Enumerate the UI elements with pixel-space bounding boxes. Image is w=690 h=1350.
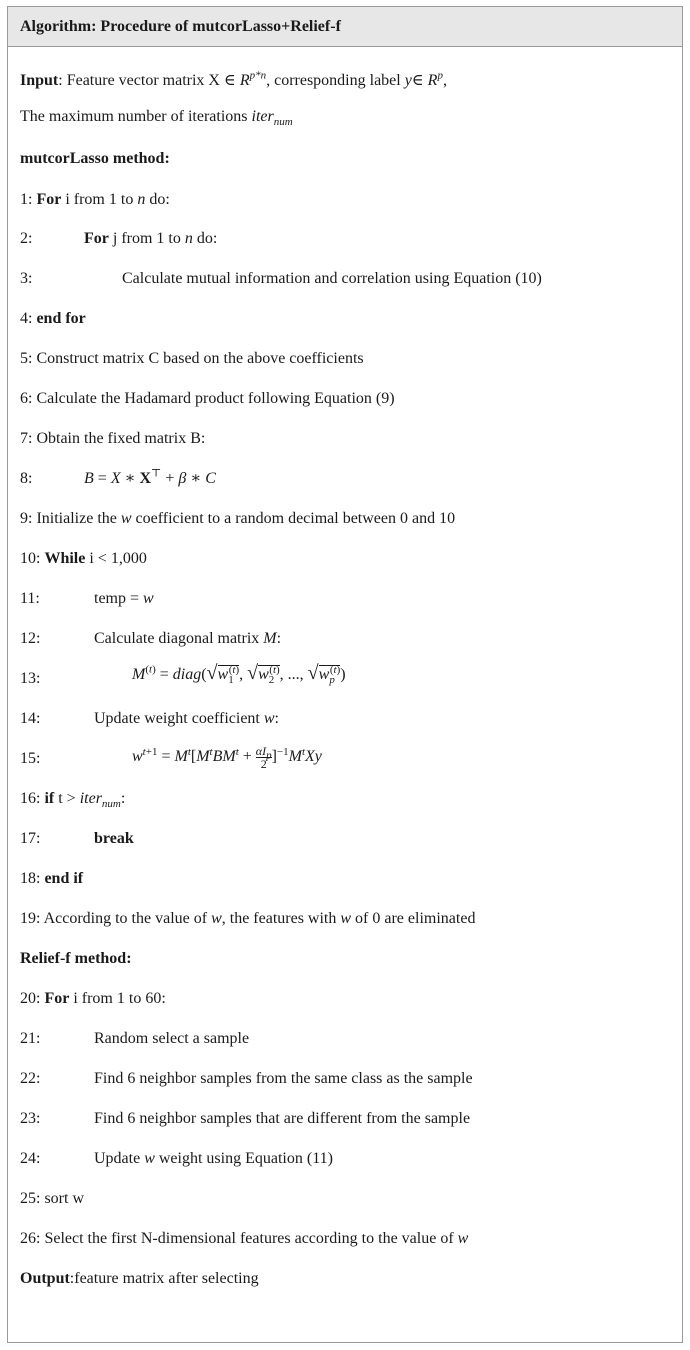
step-num: 12: [20, 630, 41, 647]
input-R: R [239, 72, 250, 89]
step-num: 26: [20, 1230, 41, 1247]
step-18 [20, 869, 676, 889]
step-text: Find 6 neighbor samples that are different from the sample [94, 1110, 471, 1127]
formula-13: $M^{(t)}$ = $diag(√w_1^{(t)}$, $√w_2^{(t)}$, ..., $√w_p^{(t)}$) [132, 662, 346, 687]
output-line [20, 1269, 676, 1289]
step-num: 13: [20, 670, 41, 687]
step-num: 3: [20, 270, 33, 287]
step-num: 19: [20, 910, 41, 927]
var-w: w [263, 710, 275, 727]
step-10 [20, 549, 676, 569]
step-24 [20, 1149, 676, 1169]
step-16 [20, 789, 676, 809]
step-text: , the features with [221, 910, 341, 927]
step-2 [20, 229, 676, 249]
step-6 [20, 389, 676, 409]
step-23 [20, 1109, 676, 1129]
section-mutcor-text: mutcorLasso method: [20, 150, 170, 167]
step-num: 18: [20, 870, 41, 887]
step-num: 9: [20, 510, 33, 527]
step-text: weight using Equation (11) [154, 1150, 333, 1167]
input-line [20, 71, 676, 91]
var-num: num [101, 798, 121, 811]
algorithm-header [8, 7, 682, 47]
var-M: M [263, 630, 277, 647]
section-relief-text: Relief-f method: [20, 950, 132, 967]
step-5 [20, 349, 676, 369]
algorithm-title: Algorithm: Procedure of mutcorLasso+Relief-f [20, 17, 341, 35]
step-num: 23: [20, 1110, 41, 1127]
step-text: : [274, 710, 279, 727]
section-relief [20, 949, 676, 969]
step-text: j from 1 to [108, 230, 185, 247]
keyword: While [44, 550, 86, 567]
step-text: Construct matrix C based on the above coefficients [36, 350, 364, 367]
var-n: n [137, 191, 146, 208]
var-w: w [143, 590, 154, 607]
step-num: 7: [20, 430, 33, 447]
step-num: 4: [20, 310, 33, 327]
var-w: w [211, 910, 222, 927]
step-17 [20, 829, 676, 849]
step-num: 22: [20, 1070, 41, 1087]
step-num: 10: [20, 550, 41, 567]
step-11 [20, 589, 676, 609]
output-label: Output [20, 1270, 70, 1287]
step-num: 15: [20, 750, 41, 767]
step-text: Initialize the [36, 510, 121, 527]
step-text: of 0 are eliminated [351, 910, 476, 927]
step-num: 8: [20, 470, 33, 487]
step-text: Find 6 neighbor samples from the same class as the sample [94, 1070, 473, 1087]
step-12 [20, 629, 676, 649]
formula-15: $w^{t+1} = M^t[M^tBM^t$ + $\alpha I_p$ 2 ]$^{-1}M^tXy$ [132, 744, 322, 771]
input-line2-text: The maximum number of iterations [20, 108, 252, 125]
input-y: y [404, 72, 412, 89]
step-text: t > [54, 790, 80, 807]
algorithm-box [7, 6, 683, 1343]
keyword: end for [36, 310, 86, 327]
input-text-c: ∈ [411, 72, 428, 89]
keyword: For [84, 230, 109, 247]
step-26 [20, 1229, 676, 1249]
step-19 [20, 909, 676, 929]
step-8 [20, 469, 676, 489]
step-text: According to the value of [43, 910, 212, 927]
keyword: For [44, 990, 70, 1007]
var-iter: iter [79, 790, 102, 807]
step-text: Obtain the fixed matrix B: [36, 430, 206, 447]
step-text: Select the first N-dimensional features according to the value of [44, 1230, 458, 1247]
step-text: i from 1 to [61, 191, 138, 208]
var-w: w [457, 1230, 469, 1247]
input-iter: iter [251, 108, 274, 125]
step-num: 20: [20, 990, 41, 1007]
step-text: Calculate mutual information and correlation using Equation (10) [122, 270, 542, 287]
step-num: 1: [20, 191, 33, 208]
input-num: num [273, 116, 293, 129]
var-w: w [120, 510, 132, 527]
step-25 [20, 1189, 676, 1209]
input-label: Input [20, 72, 59, 89]
step-text: : [120, 790, 126, 807]
step-21 [20, 1029, 676, 1049]
step-1 [20, 190, 676, 210]
var-w: w [340, 910, 352, 927]
step-15 [20, 744, 676, 771]
step-num: 16: [20, 790, 41, 807]
var-w: w [144, 1150, 155, 1167]
step-text: i < 1,000 [85, 550, 147, 567]
step-7 [20, 429, 676, 449]
step-num: 17: [20, 830, 41, 847]
keyword: end if [44, 870, 84, 887]
input-pn: p*n [249, 69, 267, 82]
var-n: n [184, 230, 193, 247]
step-text: sort w [44, 1190, 85, 1207]
step-num: 5: [20, 350, 33, 367]
step-text: i from 1 to 60: [69, 990, 166, 1007]
keyword: break [94, 830, 134, 847]
step-text: Calculate the Hadamard product following Equation (9) [36, 390, 395, 407]
step-num: 11: [20, 590, 40, 607]
step-num: 25: [20, 1190, 41, 1207]
step-num: 2: [20, 230, 33, 247]
input-text-a: : Feature vector matrix X ∈ [58, 72, 240, 89]
step-num: 14: [20, 710, 41, 727]
step-9 [20, 509, 676, 529]
section-mutcor [20, 149, 676, 169]
step-text: do: [192, 230, 218, 247]
step-text: Calculate diagonal matrix [94, 630, 264, 647]
step-text: do: [145, 191, 170, 208]
step-text: Random select a sample [94, 1030, 250, 1047]
input-text-b: , corresponding label [266, 72, 405, 89]
keyword: if [44, 790, 55, 807]
input-R2: R [427, 72, 438, 89]
step-num: 24: [20, 1150, 41, 1167]
keyword: For [36, 191, 62, 208]
step-text: temp = [94, 590, 144, 607]
step-13 [20, 662, 676, 689]
step-text: Update [94, 1150, 145, 1167]
step-text: Update weight coefficient [94, 710, 264, 727]
step-4 [20, 309, 676, 329]
input-p: p [437, 69, 443, 82]
step-text: : [276, 630, 282, 647]
step-num: 6: [20, 390, 33, 407]
step-14 [20, 709, 676, 729]
step-text: coefficient to a random decimal between 0 and 10 [131, 510, 456, 527]
input-text-d: , [442, 72, 447, 89]
step-num: 21: [20, 1030, 41, 1047]
step-20 [20, 989, 676, 1009]
step-3 [20, 269, 676, 289]
output-text: :feature matrix after selecting [69, 1270, 259, 1287]
formula-8: B = X ∗ X⊤ + β ∗ C [84, 467, 216, 487]
step-22 [20, 1069, 676, 1089]
input-line-2 [20, 107, 676, 127]
